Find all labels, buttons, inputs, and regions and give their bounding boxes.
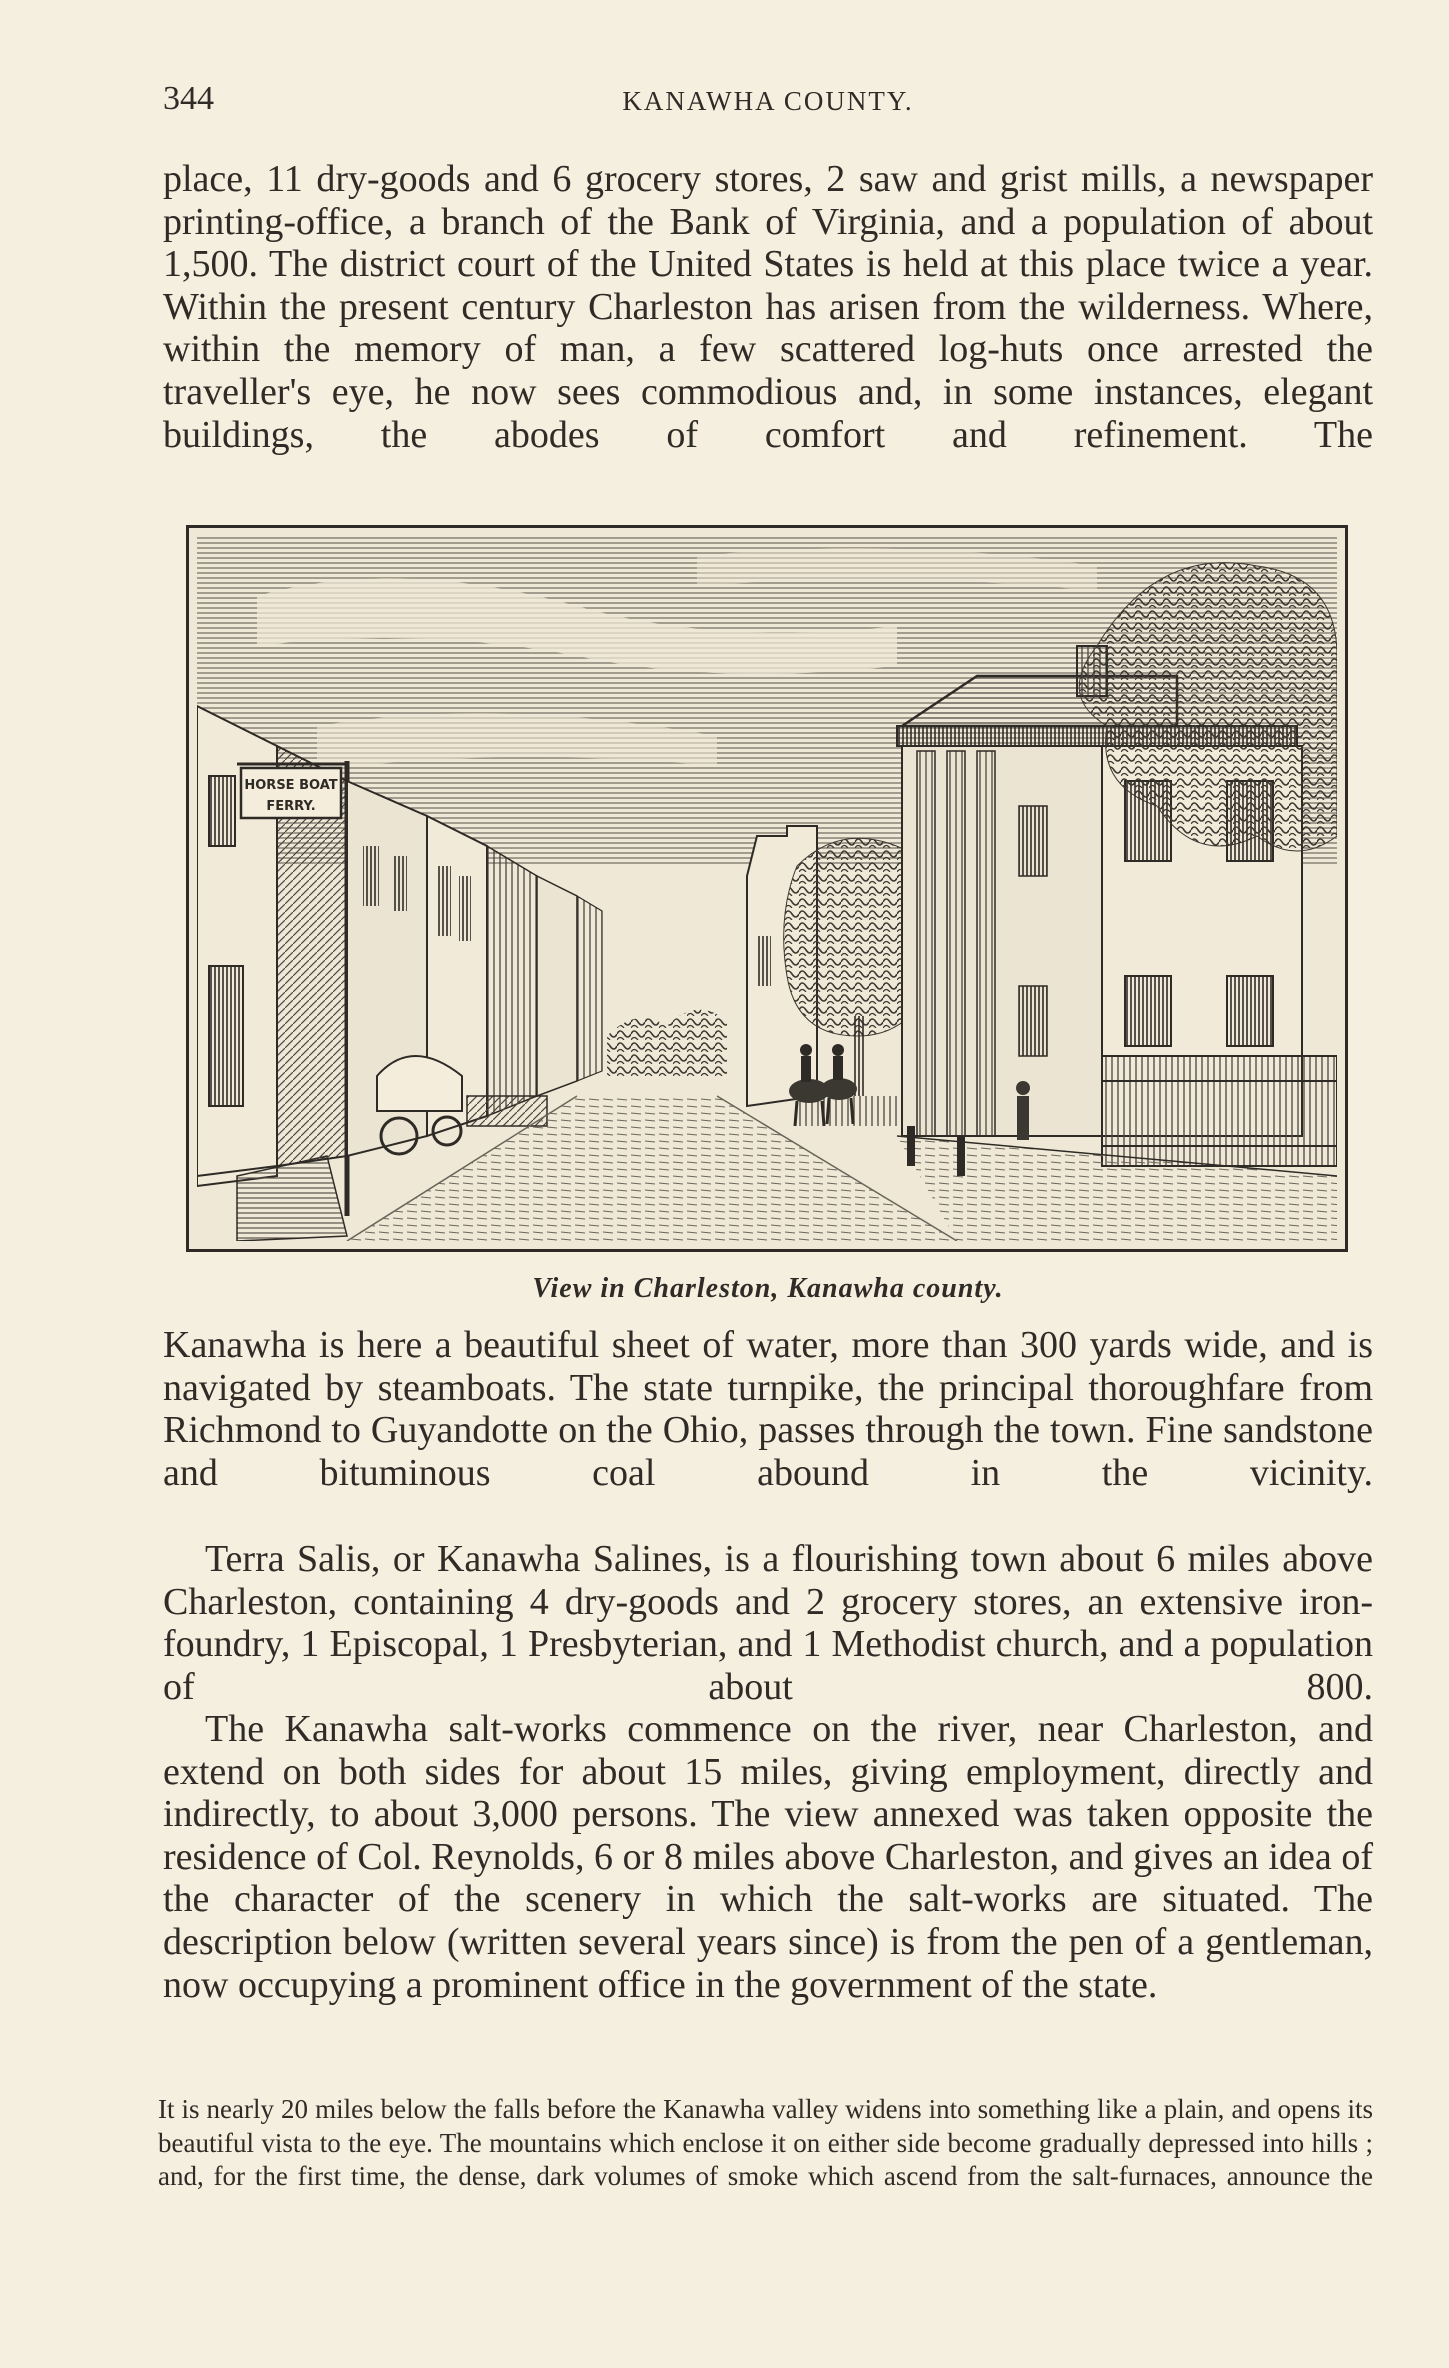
paragraph-continuation: place, 11 dry-goods and 6 grocery stores, 2 saw and grist mills, a newspaper printing-office, a branch of the Bank of Virginia, and a population of about 1,500. The district court of the United States is held at this place twice a year. Within the present century Charleston has arisen from the wilderness. Where, within the memory of man, a few scattered log-huts once arrested the traveller's eye, he now sees commodious and, in some instances, elegant buildings, the abodes of comfort and refinement. The	[163, 158, 1373, 456]
page-header	[163, 80, 1373, 120]
footnote-quotation	[158, 2093, 1373, 2194]
ferry-sign-line2: FERRY.	[266, 799, 316, 814]
picket-fence	[1102, 1056, 1337, 1166]
engraving-view-in-charleston	[186, 525, 1348, 1252]
paragraph-kanawha-river: Kanawha is here a beautiful sheet of water, more than 300 yards wide, and is navigated by steamboats. The state turnpike, the principal thoroughfare from Richmond to Guyandotte on the Ohio, passes through the town. Fine sandstone and bituminous coal abound in the vicinity.	[163, 1324, 1373, 1494]
figure-caption: View in Charleston, Kanawha county.	[532, 1273, 1004, 1304]
footnote-text: It is nearly 20 miles below the falls before the Kanawha valley widens into something like a plain, and opens its beautiful vista to the eye. The mountains which enclose it on either side become gradually depressed into hills ; and, for the first time, the dense, dark volumes of smoke which ascend from the salt-furnaces, announce the	[158, 2094, 1373, 2191]
paragraph-terra-salis: Terra Salis, or Kanawha Salines, is a flourishing town about 6 miles above Charleston, containing 4 dry-goods and 2 grocery stores, an extensive iron-foundry, 1 Episcopal, 1 Presbyterian, and 1 Methodist church, and a population of about 800.	[163, 1538, 1373, 1708]
page-number: 344	[163, 80, 214, 117]
engraving-illustration	[197, 536, 1337, 1241]
running-head: KANAWHA COUNTY.	[622, 86, 914, 116]
ferry-sign-line1: HORSE BOAT	[244, 778, 338, 793]
paragraph-salt-works: The Kanawha salt-works commence on the river, near Charleston, and extend on both sides for about 15 miles, giving employment, directly and indirectly, to about 3,000 persons. The view annexed was taken opposite the residence of Col. Reynolds, 6 or 8 miles above Charleston, and gives an idea of the character of the scenery in which the salt-works are situated. The description below (written several years since) is from the pen of a gentleman, now occupying a prominent office in the government of the state.	[163, 1708, 1373, 2006]
